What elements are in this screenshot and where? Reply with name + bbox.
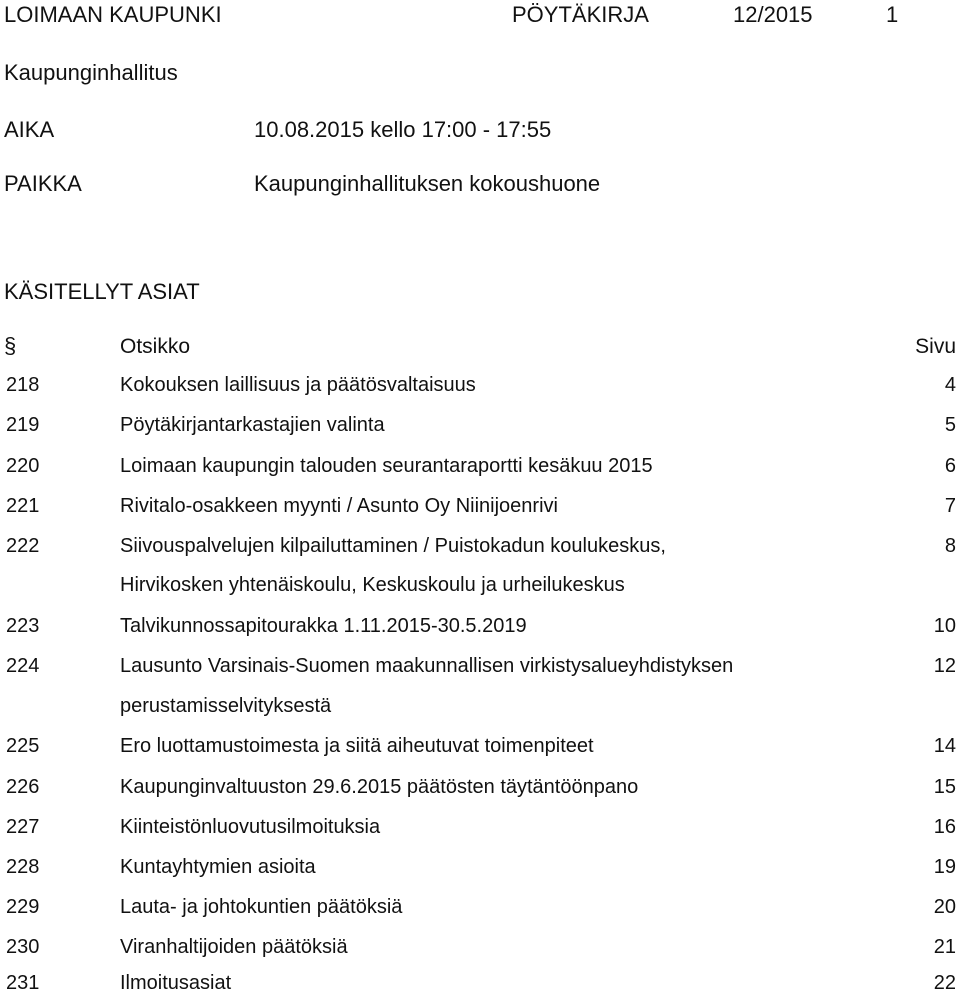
item-number: 230 bbox=[6, 936, 40, 958]
item-page: 22 bbox=[933, 972, 956, 994]
item-page: 14 bbox=[933, 735, 956, 757]
item-number: 228 bbox=[6, 856, 40, 878]
section-sign-icon: § bbox=[4, 333, 17, 358]
item-title: Kokouksen laillisuus ja päätösvaltaisuus bbox=[120, 374, 476, 396]
column-header-page: Sivu bbox=[915, 335, 956, 358]
item-number: 224 bbox=[6, 655, 40, 677]
item-number: 227 bbox=[6, 816, 40, 838]
item-page: 12 bbox=[933, 655, 956, 677]
item-number: 222 bbox=[6, 535, 40, 557]
item-title: Rivitalo-osakkeen myynti / Asunto Oy Niinijoenrivi bbox=[120, 495, 558, 517]
item-number: 218 bbox=[6, 374, 40, 396]
document-number: 12/2015 bbox=[733, 2, 813, 27]
item-title: Kuntayhtymien asioita bbox=[120, 856, 316, 878]
item-title: Viranhaltijoiden päätöksiä bbox=[120, 936, 348, 958]
item-title: Talvikunnossapitourakka 1.11.2015-30.5.2019 bbox=[120, 615, 527, 637]
item-title: Loimaan kaupungin talouden seurantaraportti kesäkuu 2015 bbox=[120, 455, 653, 477]
item-title: Lauta- ja johtokuntien päätöksiä bbox=[120, 896, 403, 918]
item-number: 219 bbox=[6, 414, 40, 436]
item-number: 229 bbox=[6, 896, 40, 918]
document-type: PÖYTÄKIRJA bbox=[512, 2, 649, 27]
item-title: Lausunto Varsinais-Suomen maakunnallisen virkistysalueyhdistyksen bbox=[120, 655, 734, 677]
item-number: 223 bbox=[6, 615, 40, 637]
item-title: Pöytäkirjantarkastajien valinta bbox=[120, 414, 385, 436]
item-page: 6 bbox=[944, 455, 956, 477]
time-label: AIKA bbox=[4, 117, 55, 142]
time-value: 10.08.2015 kello 17:00 - 17:55 bbox=[254, 117, 552, 142]
item-page: 20 bbox=[933, 896, 956, 918]
org-name: LOIMAAN KAUPUNKI bbox=[4, 2, 222, 27]
item-title: Kaupunginvaltuuston 29.6.2015 päätösten täytäntöönpano bbox=[120, 776, 639, 798]
item-title-continued: Hirvikosken yhtenäiskoulu, Keskuskoulu ja urheilukeskus bbox=[120, 574, 625, 596]
place-value: Kaupunginhallituksen kokoushuone bbox=[254, 171, 601, 196]
item-page: 8 bbox=[944, 535, 956, 557]
item-title: Ero luottamustoimesta ja siitä aiheutuvat toimenpiteet bbox=[120, 735, 594, 757]
item-page: 4 bbox=[944, 374, 956, 396]
toc-heading: KÄSITELLYT ASIAT bbox=[4, 279, 200, 304]
item-number: 220 bbox=[6, 455, 40, 477]
item-page: 5 bbox=[944, 414, 956, 436]
column-header-title: Otsikko bbox=[120, 335, 191, 358]
item-title: Siivouspalvelujen kilpailuttaminen / Puistokadun koulukeskus, bbox=[120, 535, 666, 557]
item-number: 221 bbox=[6, 495, 40, 517]
item-title: Ilmoitusasiat bbox=[120, 972, 232, 994]
governing-body: Kaupunginhallitus bbox=[4, 60, 178, 85]
item-page: 21 bbox=[933, 936, 956, 958]
item-page: 7 bbox=[944, 495, 956, 517]
place-label: PAIKKA bbox=[4, 171, 82, 196]
item-title-continued: perustamisselvityksestä bbox=[120, 695, 332, 717]
item-page: 10 bbox=[933, 615, 956, 637]
item-page: 16 bbox=[933, 816, 956, 838]
item-number: 226 bbox=[6, 776, 40, 798]
item-title: Kiinteistönluovutusilmoituksia bbox=[120, 816, 381, 838]
item-page: 15 bbox=[933, 776, 956, 798]
item-number: 225 bbox=[6, 735, 40, 757]
header-page-number: 1 bbox=[886, 2, 899, 27]
item-number: 231 bbox=[6, 972, 40, 994]
item-page: 19 bbox=[933, 856, 956, 878]
